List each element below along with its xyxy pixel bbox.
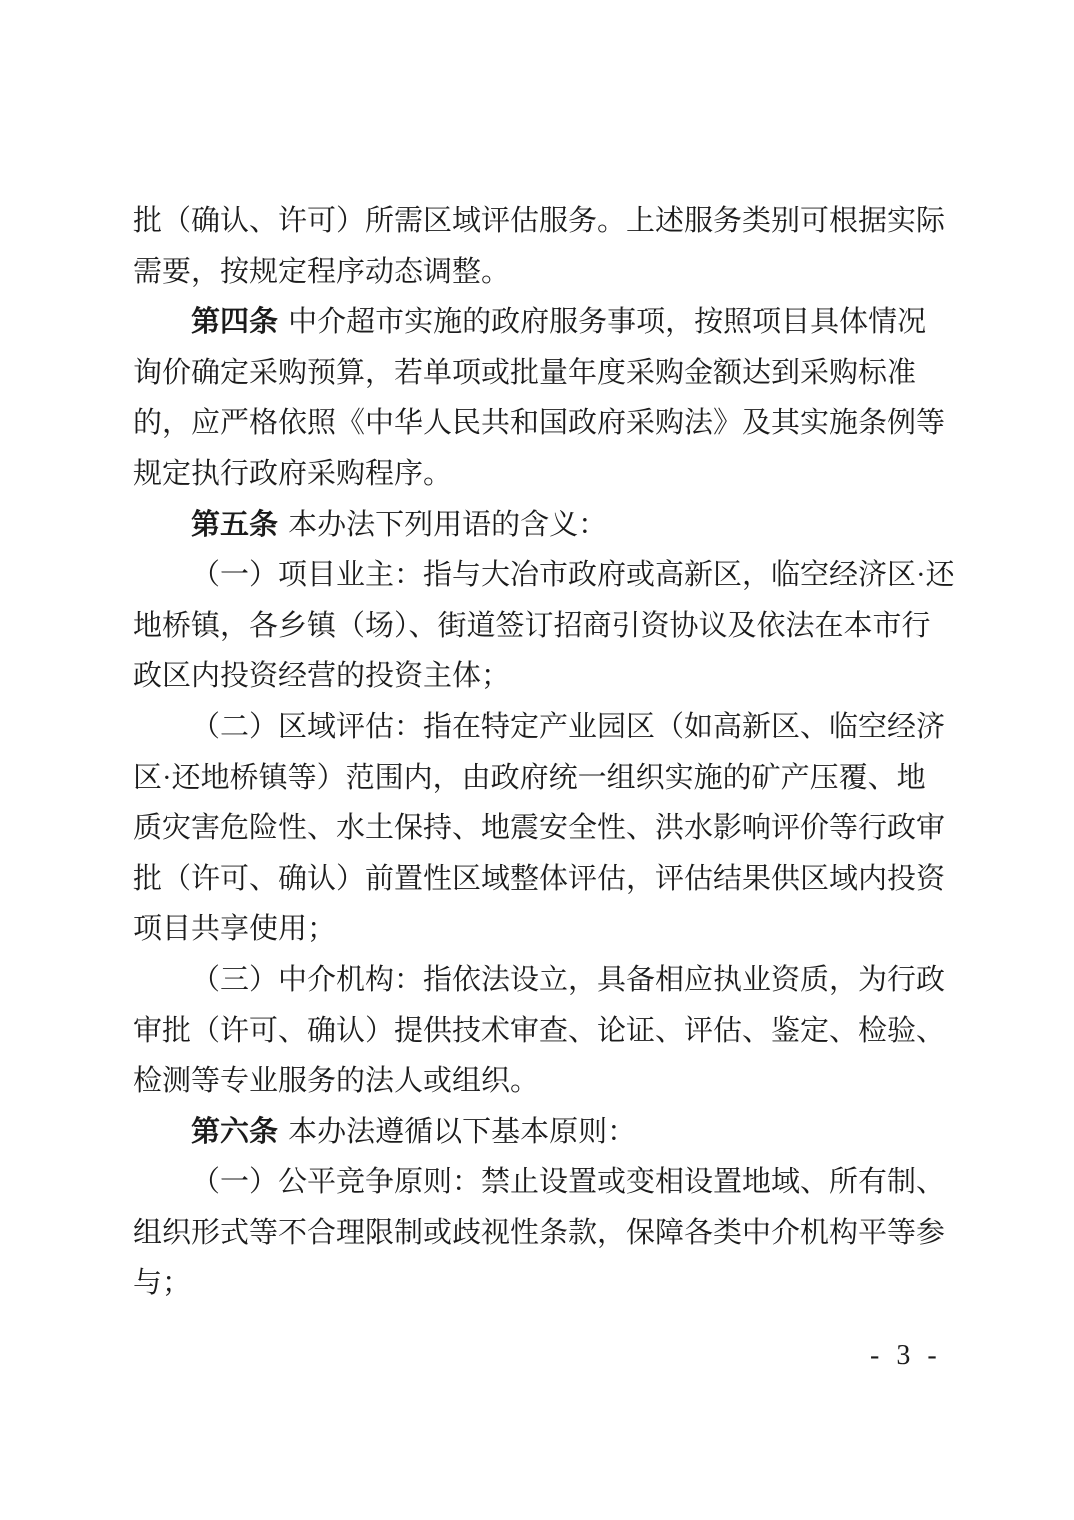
text-line — [133, 247, 948, 298]
text-line — [133, 500, 948, 551]
page-number: - 3 - — [870, 1340, 938, 1371]
text-line — [133, 1258, 948, 1309]
text-segment: 区·还地桥镇等）范围内，由政府统一组织实施的矿产压覆、地 — [133, 761, 926, 794]
text-segment: 的，应严格依照《中华人民共和国政府采购法》及其实施条例等 — [133, 407, 946, 440]
text-segment: 规定执行政府采购程序。 — [133, 457, 453, 490]
text-segment: 批（许可、确认）前置性区域整体评估，评估结果供区域内投资 — [133, 862, 946, 895]
text-line — [133, 348, 948, 399]
text-line — [133, 803, 948, 854]
document-body — [133, 196, 955, 1309]
text-segment: 检测等专业服务的法人或组织。 — [133, 1065, 540, 1098]
text-segment: 组织形式等不合理限制或歧视性条款，保障各类中介机构平等参 — [133, 1216, 946, 1249]
text-line — [133, 1157, 948, 1208]
text-segment: 与； — [133, 1267, 192, 1300]
text-line — [133, 398, 948, 449]
text-line — [133, 1056, 948, 1107]
text-segment: 批（确认、许可）所需区域评估服务。上述服务类别可根据实际 — [133, 205, 946, 237]
text-line — [133, 297, 948, 348]
article-heading: 第四条 — [191, 306, 279, 339]
text-line — [133, 753, 948, 804]
text-line — [133, 702, 948, 753]
text-segment: 询价确定采购预算，若单项或批量年度采购金额达到采购标准 — [133, 356, 917, 389]
text-line — [133, 1006, 948, 1057]
text-segment: 地桥镇，各乡镇（场）、街道签订招商引资协议及依法在本市行 — [133, 609, 931, 642]
text-segment: 项目共享使用； — [133, 913, 337, 946]
text-line — [133, 854, 948, 905]
text-line — [133, 955, 948, 1006]
text-segment: （二）区域评估：指在特定产业园区（如高新区、临空经济 — [191, 710, 946, 743]
text-line — [133, 601, 948, 652]
text-line — [133, 550, 955, 601]
text-line — [133, 1208, 948, 1259]
text-segment: 审批（许可、确认）提供技术审查、论证、评估、鉴定、检验、 — [133, 1014, 946, 1047]
text-segment: （一）公平竞争原则：禁止设置或变相设置地域、所有制、 — [191, 1166, 946, 1199]
text-line — [133, 651, 948, 702]
text-segment: （三）中介机构：指依法设立，具备相应执业资质，为行政 — [191, 963, 946, 996]
text-segment: 质灾害危险性、水土保持、地震安全性、洪水影响评价等行政审 — [133, 812, 946, 845]
text-line — [133, 904, 948, 955]
text-line — [133, 449, 948, 500]
text-segment: （一）项目业主：指与大冶市政府或高新区，临空经济区·还 — [191, 559, 955, 592]
text-segment: 本办法下列用语的含义： — [288, 508, 608, 541]
text-segment: 需要，按规定程序动态调整。 — [133, 255, 511, 288]
text-line — [133, 1107, 948, 1158]
text-segment: 中介超市实施的政府服务事项，按照项目具体情况 — [288, 306, 927, 339]
text-segment: 本办法遵循以下基本原则： — [288, 1115, 637, 1148]
article-heading: 第六条 — [191, 1115, 279, 1148]
article-heading: 第五条 — [191, 508, 279, 541]
text-segment: 政区内投资经营的投资主体； — [133, 660, 511, 693]
text-line — [133, 196, 948, 247]
